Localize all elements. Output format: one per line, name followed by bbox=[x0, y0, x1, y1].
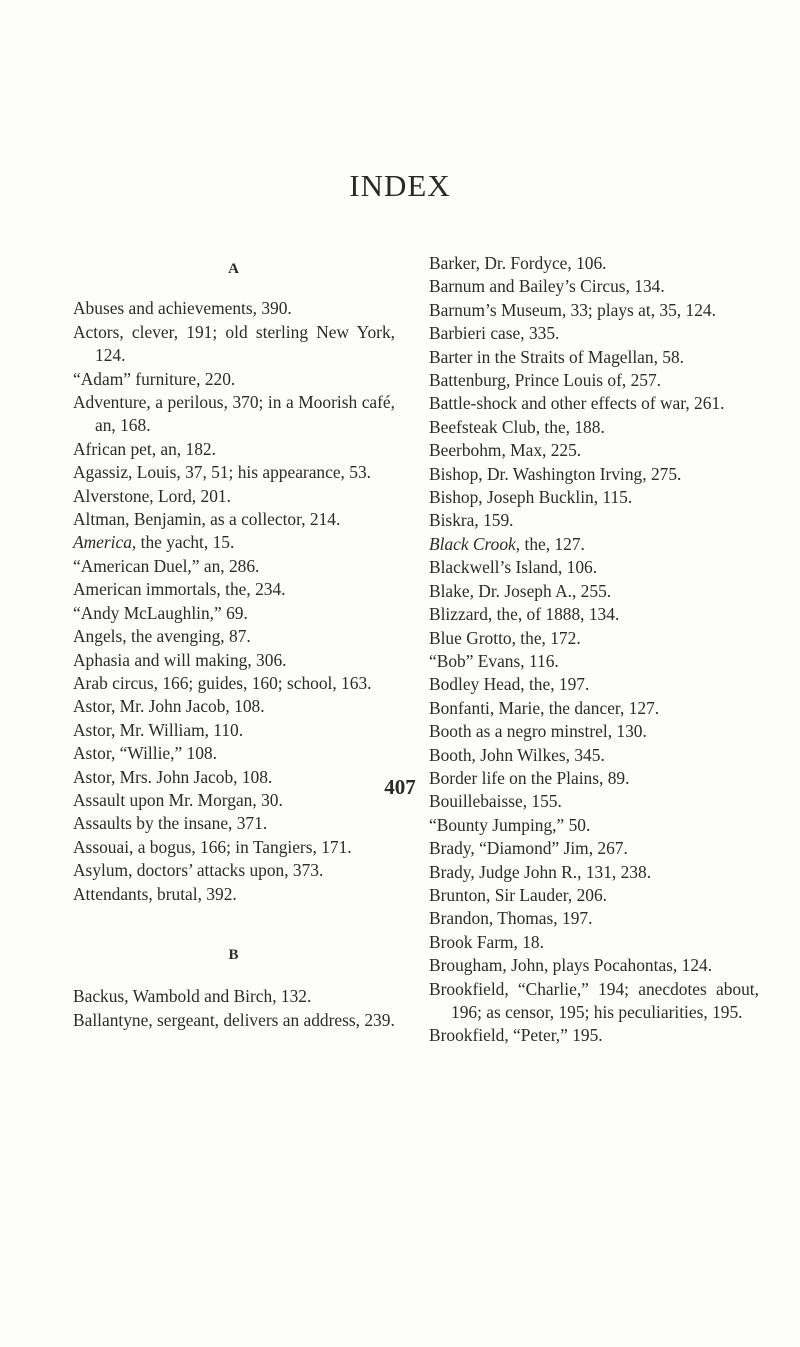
section-letter-a: A bbox=[228, 261, 240, 277]
right-column bbox=[429, 252, 759, 1048]
index-entry: Bishop, Joseph Bucklin, 115. bbox=[429, 487, 633, 508]
index-entry: Border life on the Plains, 89. bbox=[429, 767, 630, 788]
index-entry: Biskra, 159. bbox=[429, 510, 514, 531]
index-entry: “Bob” Evans, 116. bbox=[429, 650, 559, 671]
index-entry: Brady, Judge John R., 131, 238. bbox=[429, 861, 652, 882]
section-a-entries bbox=[73, 297, 395, 906]
index-entry: Booth, John Wilkes, 345. bbox=[429, 744, 605, 765]
index-entry: Attendants, brutal, 392. bbox=[73, 883, 237, 904]
section-b-entries bbox=[73, 985, 395, 1032]
entry-rest: the, 127. bbox=[524, 533, 585, 554]
index-entry: Beefsteak Club, the, 188. bbox=[429, 416, 605, 437]
index-entry: Blackwell’s Island, 106. bbox=[429, 557, 598, 578]
index-entry: Agassiz, Louis, 37, 51; his appearance, 53. bbox=[73, 462, 371, 483]
index-entry: Barbieri case, 335. bbox=[429, 323, 560, 344]
index-entry: Assouai, a bogus, 166; in Tangiers, 171. bbox=[73, 836, 352, 857]
index-entry: Bodley Head, the, 197. bbox=[429, 674, 590, 695]
index-entry: “American Duel,” an, 286. bbox=[73, 555, 260, 576]
entry-italic-part: America, bbox=[73, 532, 137, 553]
index-entry: Angels, the avenging, 87. bbox=[73, 626, 251, 647]
index-entry: Arab circus, 166; guides, 160; school, 163. bbox=[73, 672, 372, 693]
index-entry: Brookfield, “Peter,” 195. bbox=[429, 1025, 603, 1046]
entry-italic-part: Black Crook, bbox=[429, 533, 521, 554]
index-entry: Brougham, John, plays Pocahontas, 124. bbox=[429, 955, 713, 976]
index-entry: Beerbohm, Max, 225. bbox=[429, 440, 582, 461]
index-entry: Brook Farm, 18. bbox=[429, 931, 544, 952]
index-entry: Brady, “Diamond” Jim, 267. bbox=[429, 838, 628, 859]
index-entry: Actors, clever, 191; old sterling New York, 124. bbox=[73, 321, 395, 366]
index-entry: Assaults by the insane, 371. bbox=[73, 813, 268, 834]
index-entry: Aphasia and will making, 306. bbox=[73, 649, 287, 670]
index-entry: Brandon, Thomas, 197. bbox=[429, 908, 593, 929]
index-entry: Astor, Mrs. John Jacob, 108. bbox=[73, 766, 273, 787]
index-entry: American immortals, the, 234. bbox=[73, 579, 286, 600]
index-entry: Assault upon Mr. Morgan, 30. bbox=[73, 789, 283, 810]
section-letter-b: B bbox=[228, 946, 240, 963]
index-entry: Barnum’s Museum, 33; plays at, 35, 124. bbox=[429, 299, 716, 320]
index-entry: Ballantyne, sergeant, delivers an address, 239. bbox=[73, 1009, 395, 1030]
page-title: INDEX bbox=[349, 168, 451, 203]
page-number: 407 bbox=[384, 775, 416, 799]
index-entry: Battle-shock and other effects of war, 261. bbox=[429, 393, 725, 414]
index-entry: Bishop, Dr. Washington Irving, 275. bbox=[429, 463, 682, 484]
index-entry: Astor, Mr. John Jacob, 108. bbox=[73, 696, 265, 717]
index-entry: “Adam” furniture, 220. bbox=[73, 368, 236, 389]
index-entry: Adventure, a perilous, 370; in a Moorish café, an, 168. bbox=[73, 392, 395, 436]
index-entry: Blue Grotto, the, 172. bbox=[429, 627, 581, 648]
index-entry: Asylum, doctors’ attacks upon, 373. bbox=[73, 860, 324, 881]
index-entry: Brookfield, “Charlie,” 194; anecdotes about, 196; as censor, 195; his peculiarities, 195. bbox=[429, 978, 759, 1022]
index-entry: Barnum and Bailey’s Circus, 134. bbox=[429, 276, 665, 297]
index-entry: African pet, an, 182. bbox=[73, 438, 216, 459]
index-entry: Battenburg, Prince Louis of, 257. bbox=[429, 370, 662, 391]
index-entry: Abuses and achievements, 390. bbox=[73, 298, 292, 319]
index-entry: Booth as a negro minstrel, 130. bbox=[429, 721, 647, 742]
index-entry: Altman, Benjamin, as a collector, 214. bbox=[73, 509, 341, 530]
index-entry: Backus, Wambold and Birch, 132. bbox=[73, 986, 312, 1007]
index-entry: Alverstone, Lord, 201. bbox=[73, 485, 231, 506]
index-entry-italic bbox=[429, 533, 759, 556]
index-entry: Barker, Dr. Fordyce, 106. bbox=[429, 253, 607, 273]
index-entry-italic bbox=[73, 531, 395, 554]
index-entry: “Andy McLaughlin,” 69. bbox=[73, 602, 248, 623]
index-entry: Blake, Dr. Joseph A., 255. bbox=[429, 580, 612, 601]
index-entry: Barter in the Straits of Magellan, 58. bbox=[429, 346, 685, 367]
index-entry: Bonfanti, Marie, the dancer, 127. bbox=[429, 697, 660, 718]
index-entry: Bouillebaisse, 155. bbox=[429, 791, 562, 812]
index-entry: Astor, Mr. William, 110. bbox=[73, 719, 244, 740]
index-entry: Blizzard, the, of 1888, 134. bbox=[429, 604, 620, 625]
index-entry: Astor, “Willie,” 108. bbox=[73, 743, 217, 764]
index-entry: “Bounty Jumping,” 50. bbox=[429, 814, 591, 835]
index-entry: Brunton, Sir Lauder, 206. bbox=[429, 884, 608, 905]
entry-rest: the yacht, 15. bbox=[140, 532, 235, 553]
left-column bbox=[73, 252, 395, 1032]
